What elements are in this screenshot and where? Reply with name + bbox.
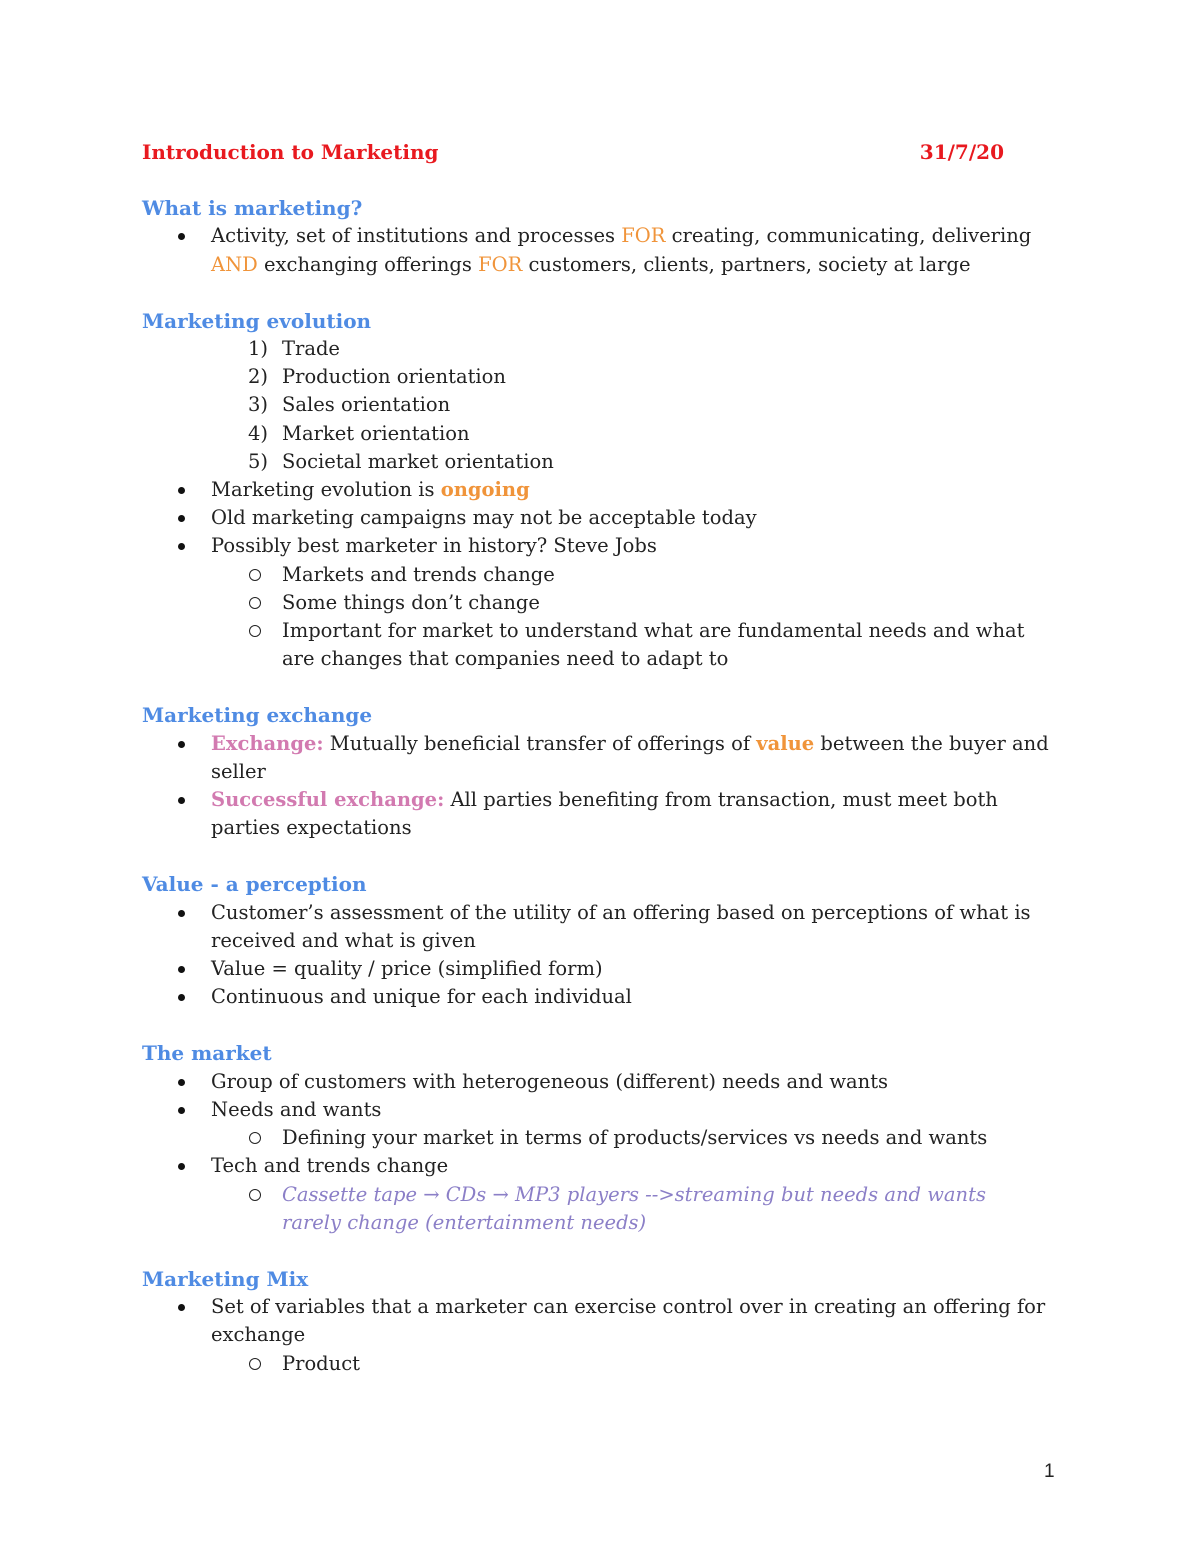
- sub-list-item: Some things don’t change: [142, 589, 1050, 617]
- list-item: Tech and trends change: [142, 1152, 1050, 1180]
- text: All parties benefiting from transaction, must meet both parties expectations: [211, 788, 998, 840]
- list-item: Continuous and unique for each individual: [142, 983, 1050, 1011]
- bullet-list: [142, 1293, 1050, 1378]
- highlight: ongoing: [440, 478, 530, 502]
- section-heading: The market: [142, 1041, 272, 1066]
- list-item: Needs and wants: [142, 1096, 1050, 1124]
- highlight: FOR: [621, 224, 666, 248]
- section-marketing-exchange: [142, 701, 1050, 842]
- item-number: 1): [248, 337, 269, 361]
- sub-list-item: Cassette tape → CDs → MP3 players -->streaming but needs and wants rarely change (entertainment needs): [142, 1181, 1050, 1237]
- page-date: 31/7/20: [919, 140, 1004, 164]
- sub-list-item: Defining your market in terms of products/services vs needs and wants: [142, 1124, 1050, 1152]
- term: Exchange:: [211, 731, 324, 755]
- section-heading: Marketing exchange: [142, 703, 373, 728]
- list-item: Customer’s assessment of the utility of an offering based on perceptions of what is received and what is given: [142, 899, 1050, 955]
- bullet-list: [142, 1068, 1050, 1237]
- text: Market orientation: [282, 421, 470, 445]
- bullet-list: [142, 222, 1050, 278]
- text: between the buyer and seller: [211, 731, 1049, 783]
- section-heading: Marketing Mix: [142, 1266, 309, 1291]
- sub-list-item: Important for market to understand what are fundamental needs and what are changes that companies need to adapt to: [142, 617, 1050, 673]
- numbered-item: [142, 391, 1050, 419]
- text: Sales orientation: [282, 393, 451, 417]
- sub-list-item: Product: [142, 1350, 1050, 1378]
- text: customers, clients, partners, society at large: [522, 252, 971, 276]
- section-marketing-evolution: [142, 307, 1050, 674]
- highlight: AND: [211, 252, 258, 276]
- text: creating, communicating, delivering: [665, 224, 1032, 248]
- section-what-is-marketing: [142, 194, 1050, 279]
- bullet-list: [142, 899, 1050, 1012]
- page-number: 1: [1044, 1461, 1055, 1482]
- numbered-item: [142, 363, 1050, 391]
- title-row: [142, 138, 1004, 166]
- list-item: Possibly best marketer in history? Steve Jobs: [142, 532, 1050, 560]
- text: Societal market orientation: [282, 449, 554, 473]
- list-item: Group of customers with heterogeneous (different) needs and wants: [142, 1068, 1050, 1096]
- list-item: Old marketing campaigns may not be acceptable today: [142, 504, 1050, 532]
- bullet-list: [142, 730, 1050, 843]
- list-item: [142, 222, 1050, 278]
- numbered-item: [142, 335, 1050, 363]
- numbered-list: [142, 335, 1050, 476]
- sub-list-item: Markets and trends change: [142, 561, 1050, 589]
- highlight: value: [756, 731, 815, 755]
- list-item: [142, 786, 1050, 842]
- numbered-item: [142, 420, 1050, 448]
- section-marketing-mix: [142, 1265, 1050, 1378]
- text: Production orientation: [282, 365, 506, 389]
- list-item: [142, 730, 1050, 786]
- list-item: Value = quality / price (simplified form): [142, 955, 1050, 983]
- term: Successful exchange:: [211, 788, 445, 812]
- text: exchanging offerings: [257, 252, 479, 276]
- section-value: [142, 870, 1050, 1011]
- text: Marketing evolution is: [211, 478, 441, 502]
- page-title: Introduction to Marketing: [142, 140, 439, 164]
- item-number: 5): [248, 449, 269, 473]
- text: Trade: [282, 337, 340, 361]
- section-heading: Value - a perception: [142, 872, 367, 897]
- item-number: 2): [248, 365, 269, 389]
- text: Mutually beneficial transfer of offerings of: [323, 731, 757, 755]
- section-heading: Marketing evolution: [142, 308, 372, 333]
- list-item: [142, 476, 1050, 504]
- bullet-list: [142, 476, 1050, 673]
- item-number: 3): [248, 393, 269, 417]
- numbered-item: [142, 448, 1050, 476]
- list-item: Set of variables that a marketer can exercise control over in creating an offering for exchange: [142, 1293, 1050, 1349]
- item-number: 4): [248, 421, 269, 445]
- text: Activity, set of institutions and processes: [211, 224, 622, 248]
- section-heading: What is marketing?: [142, 196, 363, 221]
- section-the-market: [142, 1039, 1050, 1236]
- highlight: FOR: [478, 252, 523, 276]
